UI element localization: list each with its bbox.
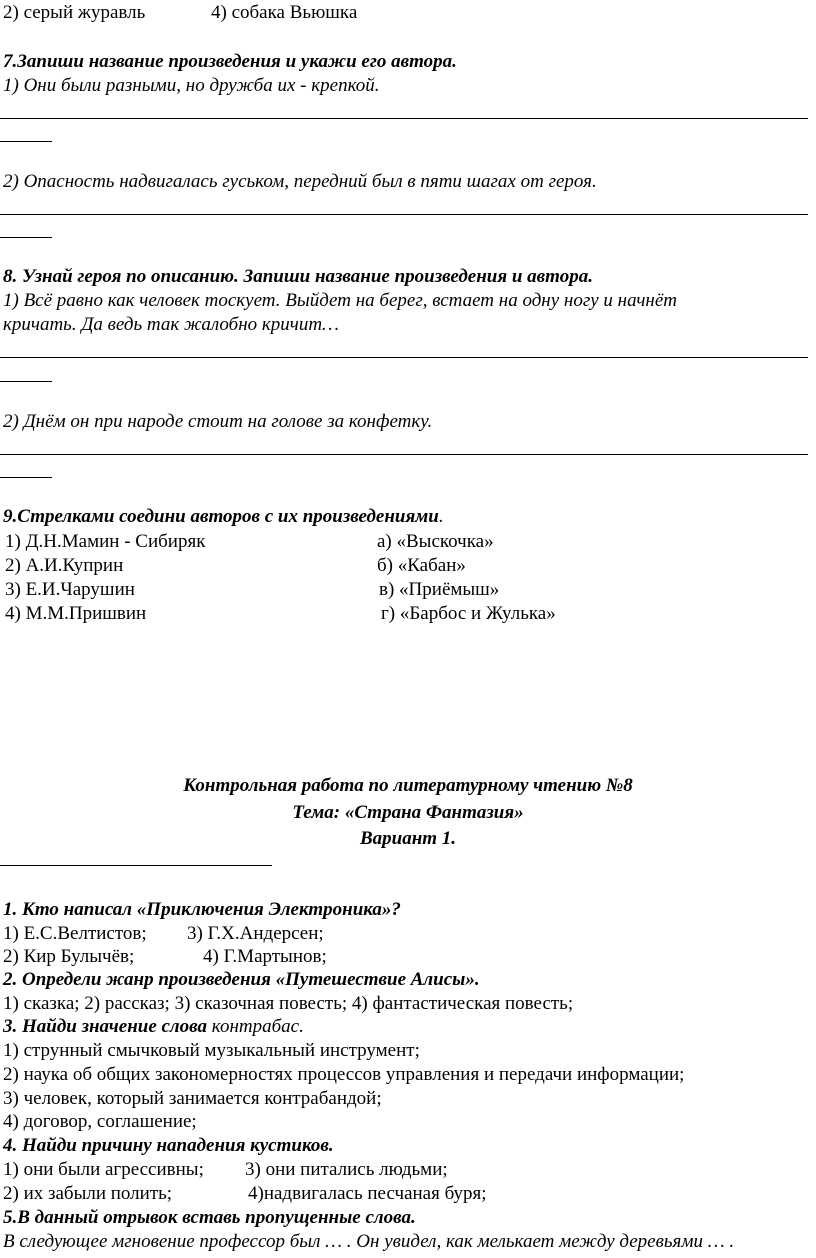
answer-line	[0, 214, 808, 215]
test-variant: Вариант 1.	[359, 828, 457, 849]
test-topic: Тема: «Страна Фантазия»	[292, 802, 524, 823]
q9-title-period: .	[438, 506, 444, 527]
v1-q4-option: 4)надвигалась песчаная буря;	[248, 1183, 487, 1204]
work-item: в) «Приёмыш»	[379, 579, 500, 600]
v1-q3-word: контрабас.	[211, 1016, 304, 1037]
v1-q5-text: В следующее мгновение профессор был … . Он увидел, как мелькает между деревьями … .	[3, 1231, 735, 1252]
name-line	[0, 865, 272, 866]
answer-line-short	[0, 141, 52, 142]
answer-line	[0, 118, 808, 119]
author-item: 3) Е.И.Чарушин	[5, 579, 135, 600]
answer-line-short	[0, 381, 52, 382]
answer-line-short	[0, 237, 52, 238]
work-item: г) «Барбос и Жулька»	[381, 603, 556, 624]
v1-q4-option: 2) их забыли полить;	[3, 1183, 173, 1204]
q9-title-text: Стрелками соедини авторов с их произведениями	[17, 506, 439, 527]
answer-line	[0, 357, 808, 358]
v1-q1-option: 1) Е.С.Велтистов;	[3, 923, 147, 944]
v1-q4-option: 1) они были агрессивны;	[3, 1159, 204, 1180]
q7-item-2: 2) Опасность надвигалась гуськом, передний был в пяти шагах от героя.	[3, 171, 597, 192]
work-item: а) «Выскочка»	[377, 531, 494, 552]
v1-q1-option: 4) Г.Мартынов;	[203, 946, 327, 967]
q8-item-1-line-2: кричать. Да ведь так жалобно кричит…	[3, 314, 339, 335]
author-item: 2) А.И.Куприн	[5, 555, 124, 576]
v1-q5-title: 5.В данный отрывок вставь пропущенные слова.	[3, 1207, 416, 1228]
v1-q3-option: 1) струнный смычковый музыкальный инструмент;	[3, 1040, 420, 1061]
v1-q3-title	[3, 1016, 304, 1038]
author-item: 1) Д.Н.Мамин - Сибиряк	[5, 531, 206, 552]
answer-line-short	[0, 477, 52, 478]
v1-q2-options: 1) сказка; 2) рассказ; 3) сказочная повесть; 4) фантастическая повесть;	[3, 993, 574, 1014]
q8-item-2: 2) Днём он при народе стоит на голове за конфетку.	[3, 411, 433, 432]
q9-number: 9.	[3, 506, 18, 527]
v1-q1-option: 2) Кир Булычёв;	[3, 946, 135, 967]
v1-q3-option: 2) наука об общих закономерностях процессов управления и передачи информации;	[3, 1064, 685, 1085]
v1-q3-option: 4) договор, соглашение;	[3, 1111, 197, 1132]
v1-q4-option: 3) они питались людьми;	[245, 1159, 448, 1180]
work-item: б) «Кабан»	[377, 555, 466, 576]
v1-q4-title: 4. Найди причину нападения кустиков.	[3, 1135, 334, 1156]
q8-item-1-line-1: 1) Всё равно как человек тоскует. Выйдет на берег, встает на одну ногу и начнёт	[3, 290, 677, 311]
q9-title	[3, 506, 444, 528]
v1-q2-title: 2. Определи жанр произведения «Путешествие Алисы».	[3, 969, 480, 990]
option-dog-vyushka: 4) собака Вьюшка	[211, 2, 358, 23]
answer-line	[0, 454, 808, 455]
q7-number: 7.	[3, 51, 18, 72]
q7-title	[3, 51, 457, 73]
author-item: 4) М.М.Пришвин	[5, 603, 147, 624]
v1-q3-option: 3) человек, который занимается контрабандой;	[3, 1088, 382, 1109]
v1-q1-title: 1. Кто написал «Приключения Электроника»?	[3, 899, 401, 920]
test-title: Контрольная работа по литературному чтению №8	[183, 775, 633, 796]
q7-title-text: Запиши название произведения и укажи его автора.	[17, 51, 457, 72]
q8-title: 8. Узнай героя по описанию. Запиши название произведения и автора.	[3, 266, 593, 287]
v1-q1-option: 3) Г.Х.Андерсен;	[187, 923, 324, 944]
q7-item-1: 1) Они были разными, но дружба их - крепкой.	[3, 75, 380, 96]
option-grey-crane: 2) серый журавль	[3, 2, 146, 23]
v1-q3-title-text: 3. Найди значение слова	[3, 1016, 212, 1037]
